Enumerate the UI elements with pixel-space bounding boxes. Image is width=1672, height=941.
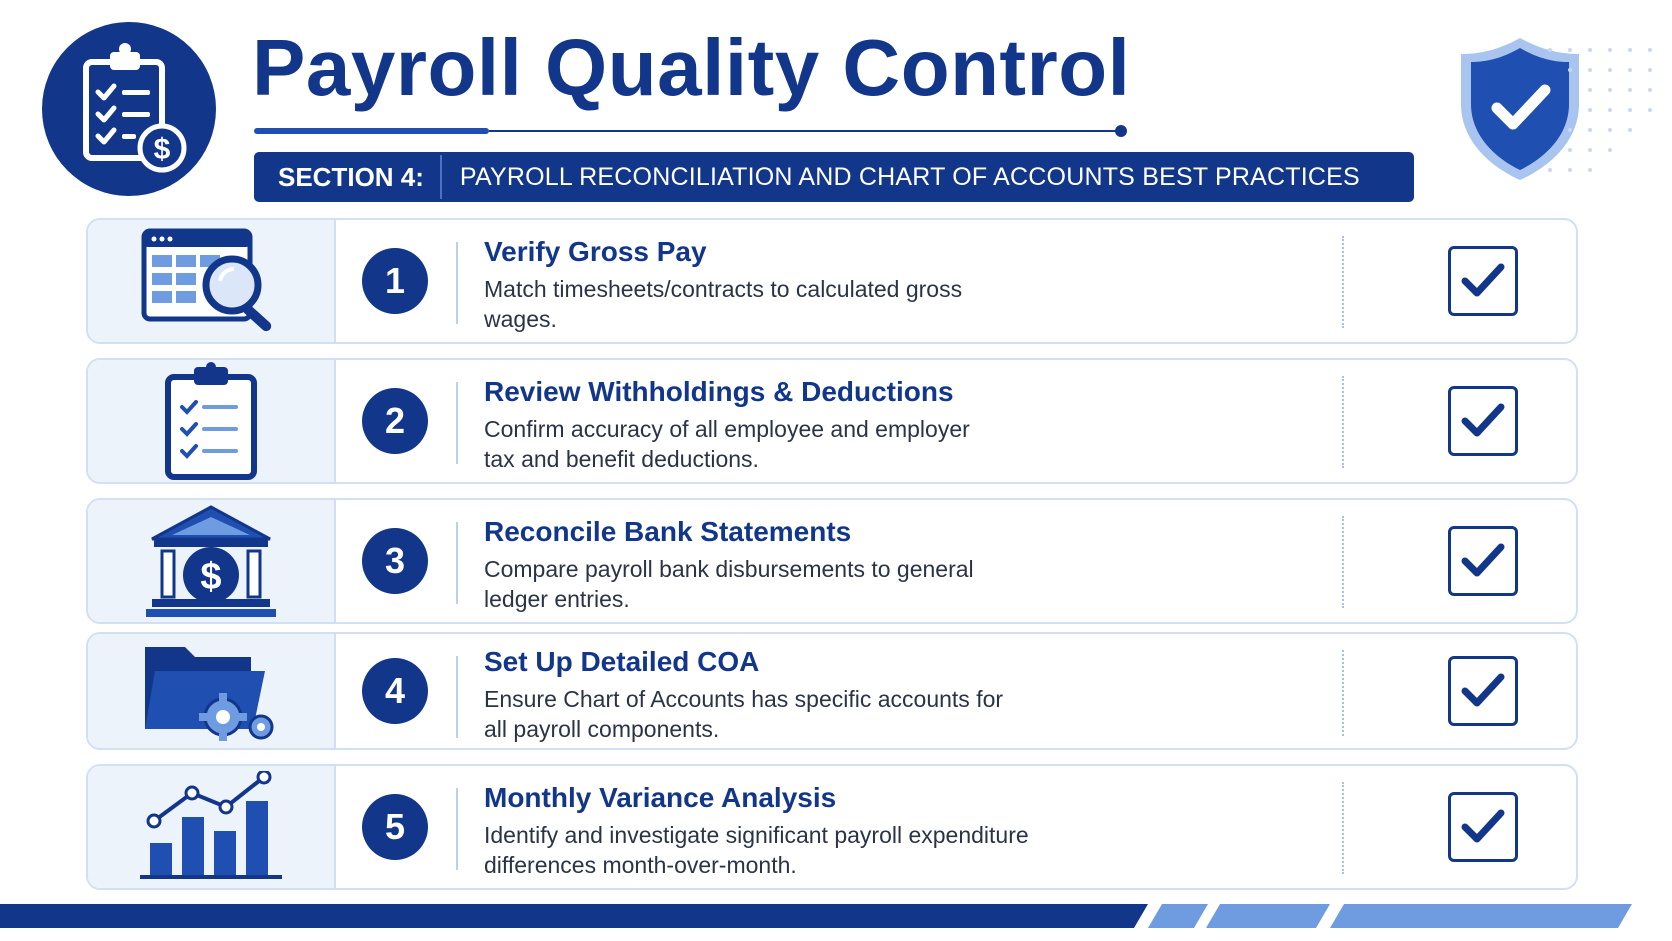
checkmark-icon [1459, 669, 1507, 713]
item-text [484, 236, 1364, 334]
decorative-dots [1540, 40, 1660, 180]
svg-text:$: $ [200, 556, 222, 598]
checkbox-checked[interactable] [1448, 656, 1518, 726]
step-number: 4 [362, 658, 428, 724]
item-title: Set Up Detailed COA [484, 646, 760, 677]
section-banner [254, 152, 1414, 202]
step-number: 2 [362, 388, 428, 454]
dotted-divider [1342, 650, 1344, 736]
checkmark-icon [1459, 399, 1507, 443]
item-description: Match timesheets/contracts to calculated gross wages. [484, 276, 963, 332]
checkbox-checked[interactable] [1448, 526, 1518, 596]
clipboard-checklist-icon [156, 361, 266, 481]
row-separator [456, 382, 458, 464]
item-title: Reconcile Bank Statements [484, 516, 852, 547]
row-separator [456, 788, 458, 870]
checkmark-icon [1459, 805, 1507, 849]
spreadsheet-magnifier-icon [136, 225, 286, 337]
dotted-divider [1342, 376, 1344, 468]
row-separator [456, 656, 458, 738]
item-title: Verify Gross Pay [484, 236, 707, 267]
checkbox-checked[interactable] [1448, 386, 1518, 456]
clipboard-dollar-logo-icon [42, 22, 216, 196]
checkbox-checked[interactable] [1448, 792, 1518, 862]
bank-dollar-icon [146, 503, 276, 619]
item-text [484, 782, 1364, 880]
checkmark-icon [1459, 539, 1507, 583]
checkbox-checked[interactable] [1448, 246, 1518, 316]
item-text [484, 516, 1364, 614]
dotted-divider [1342, 782, 1344, 874]
checklist-item [86, 218, 1578, 344]
svg-text:$: $ [153, 133, 171, 166]
footer-stripes [0, 904, 1672, 928]
item-icon-panel [88, 220, 336, 342]
section-label: SECTION 4: [278, 161, 424, 192]
dotted-divider [1342, 516, 1344, 608]
checklist-item [86, 764, 1578, 890]
row-separator [456, 242, 458, 324]
page-title: Payroll Quality Control [252, 23, 1131, 112]
item-description: Identify and investigate significant payroll expenditure differences month-over-month. [484, 822, 1029, 878]
section-divider [440, 155, 442, 199]
row-separator [456, 522, 458, 604]
step-number: 1 [362, 248, 428, 314]
item-icon-panel [88, 360, 336, 482]
title-underline [254, 124, 1129, 138]
item-title: Review Withholdings & Deductions [484, 376, 954, 407]
item-text [484, 376, 1364, 474]
item-icon-panel [88, 766, 336, 888]
folder-gears-icon [141, 637, 281, 745]
step-number: 5 [362, 794, 428, 860]
dotted-divider [1342, 236, 1344, 328]
item-icon-panel [88, 634, 336, 748]
item-description: Compare payroll bank disbursements to general ledger entries. [484, 556, 974, 612]
step-number: 3 [362, 528, 428, 594]
item-description: Ensure Chart of Accounts has specific accounts for all payroll components. [484, 686, 1004, 742]
checklist-item [86, 498, 1578, 624]
checkmark-icon [1459, 259, 1507, 303]
item-icon-panel [88, 500, 336, 622]
item-text [484, 646, 1364, 744]
section-title: PAYROLL RECONCILIATION AND CHART OF ACCOUNTS BEST PRACTICES [459, 162, 1360, 191]
checklist-item [86, 358, 1578, 484]
item-title: Monthly Variance Analysis [484, 782, 837, 813]
checklist-item [86, 632, 1578, 750]
bar-line-chart-icon [136, 771, 286, 883]
item-description: Confirm accuracy of all employee and employer tax and benefit deductions. [484, 416, 970, 472]
